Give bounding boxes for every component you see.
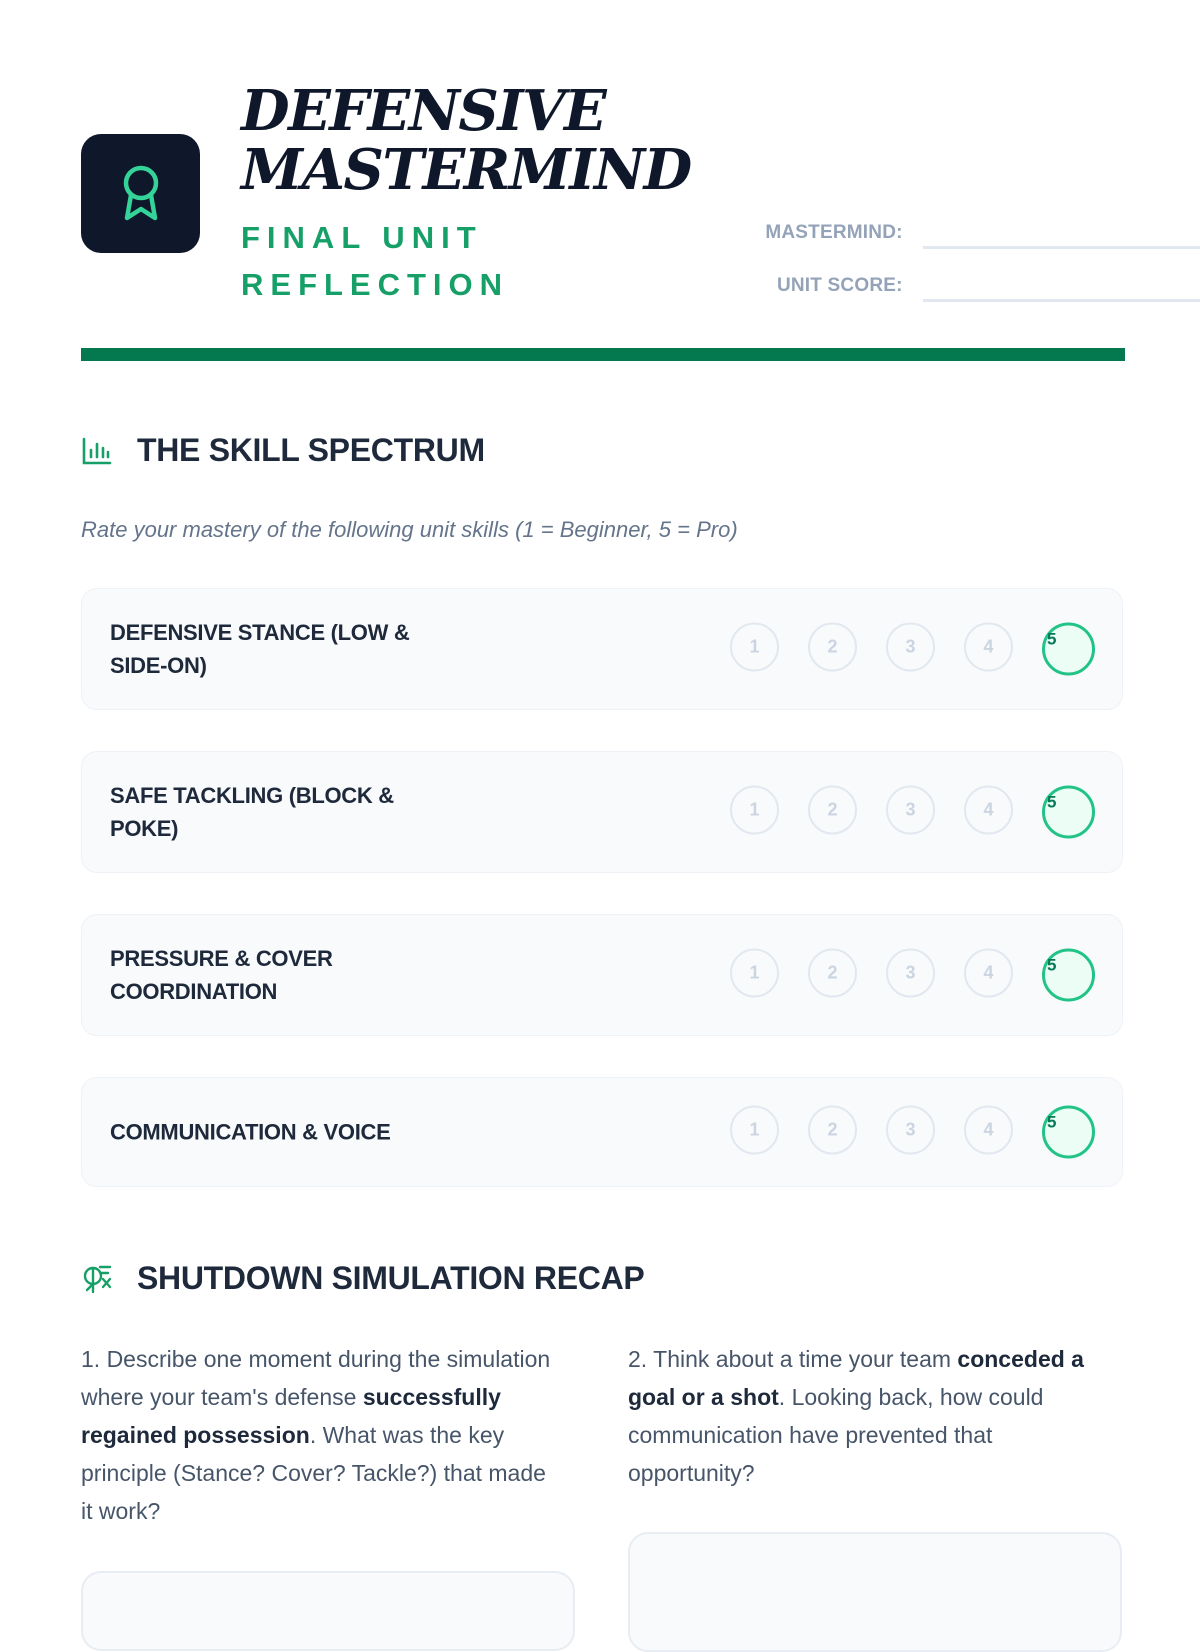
skill-label: PRESSURE & COVER COORDINATION	[110, 946, 333, 1004]
rating-option-5-selected[interactable]: 5	[1042, 786, 1095, 839]
question-1	[81, 1340, 561, 1530]
rating-option-3[interactable]: 3	[886, 1106, 935, 1155]
ribbon-award-icon	[117, 162, 165, 226]
rating-option-2[interactable]: 2	[808, 786, 857, 835]
skill-label: SAFE TACKLING (BLOCK & POKE)	[110, 783, 394, 841]
mastermind-input-line[interactable]	[923, 216, 1200, 249]
rating-option-3[interactable]: 3	[886, 786, 935, 835]
rating-option-1[interactable]: 1	[730, 949, 779, 998]
rating-option-4[interactable]: 4	[964, 623, 1013, 672]
rating-option-1[interactable]: 1	[730, 623, 779, 672]
rating-scale	[701, 1106, 1095, 1159]
skill-label: COMMUNICATION & VOICE	[110, 1119, 391, 1145]
question-text: 1. Describe one moment during the simulation where your team's defense	[81, 1346, 551, 1410]
simulation-recap-heading	[81, 1260, 644, 1297]
rating-scale	[701, 949, 1095, 1002]
rating-option-3[interactable]: 3	[886, 623, 935, 672]
skill-spectrum-heading	[81, 432, 485, 469]
skill-row	[81, 1077, 1123, 1187]
question-text: . What was the key principle (Stance? Cover? Tackle?) that made it work?	[81, 1422, 546, 1524]
question-emphasis: successfully regained possession	[81, 1384, 501, 1448]
unit-score-field-row	[641, 269, 1200, 302]
section-title: SHUTDOWN SIMULATION RECAP	[137, 1260, 645, 1296]
rating-option-2[interactable]: 2	[808, 623, 857, 672]
rating-option-5-selected[interactable]: 5	[1042, 1106, 1095, 1159]
bar-chart-icon	[81, 435, 113, 467]
page-subtitle: FINAL UNIT REFLECTION	[241, 220, 510, 302]
unit-score-label: UNIT SCORE:	[776, 274, 903, 296]
rating-option-5-selected[interactable]: 5	[1042, 623, 1095, 676]
rating-option-4[interactable]: 4	[964, 1106, 1013, 1155]
logo-badge	[81, 134, 200, 253]
worksheet-page	[81, 0, 1121, 1524]
rating-option-2[interactable]: 2	[808, 949, 857, 998]
skill-label: DEFENSIVE STANCE (LOW & SIDE-ON)	[110, 620, 410, 678]
question-text: . Looking back, how could communication have prevented that opportunity?	[628, 1384, 1044, 1486]
answer-box-1[interactable]	[81, 1571, 575, 1651]
question-emphasis: conceded a goal or a shot	[628, 1346, 1084, 1410]
mastermind-label: MASTERMIND:	[765, 221, 903, 243]
worksheet-header	[81, 0, 1121, 362]
rating-option-4[interactable]: 4	[964, 949, 1013, 998]
rating-option-3[interactable]: 3	[886, 949, 935, 998]
skill-row	[81, 914, 1123, 1036]
rating-scale	[701, 623, 1095, 676]
rating-option-5-selected[interactable]: 5	[1042, 949, 1095, 1002]
rating-option-4[interactable]: 4	[964, 786, 1013, 835]
skill-row	[81, 588, 1123, 710]
unit-score-input-line[interactable]	[923, 269, 1200, 302]
strategy-icon	[81, 1263, 113, 1295]
page-title: DEFENSIVE MASTERMIND	[241, 78, 691, 203]
question-text: 2. Think about a time your team	[628, 1346, 958, 1372]
rating-instructions: Rate your mastery of the following unit skills (1 = Beginner, 5 = Pro)	[81, 517, 738, 542]
rating-option-2[interactable]: 2	[808, 1106, 857, 1155]
rating-option-1[interactable]: 1	[730, 786, 779, 835]
answer-box-2[interactable]	[628, 1532, 1122, 1652]
section-title: THE SKILL SPECTRUM	[137, 432, 485, 468]
rating-option-1[interactable]: 1	[730, 1106, 779, 1155]
mastermind-field-row	[641, 216, 1200, 249]
skill-row	[81, 751, 1123, 873]
header-divider	[81, 348, 1125, 361]
rating-scale	[701, 786, 1095, 839]
question-2	[628, 1340, 1118, 1492]
